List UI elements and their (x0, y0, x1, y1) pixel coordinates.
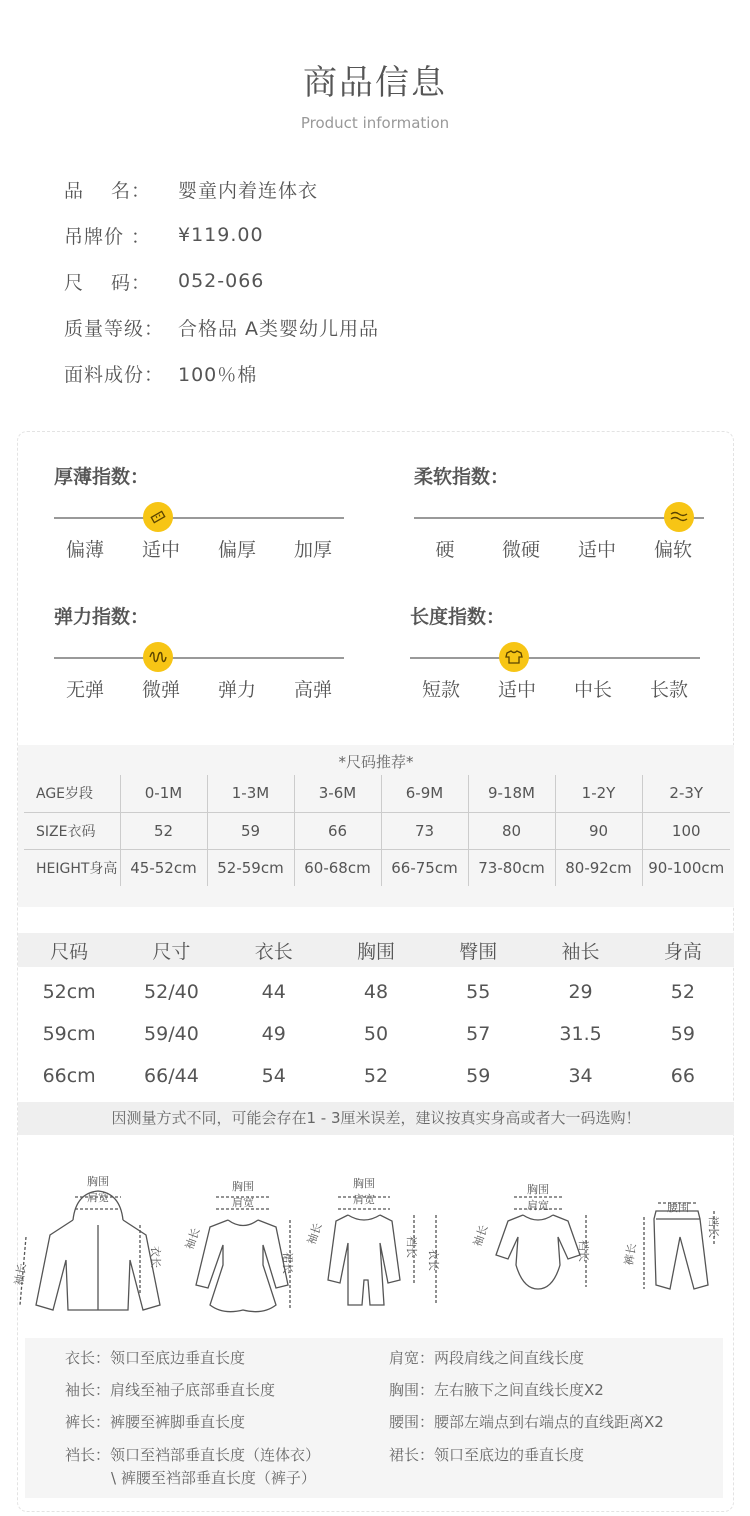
softness-index (414, 462, 704, 562)
index-label: 偏软 (653, 539, 692, 561)
table-row (18, 971, 734, 1013)
fig-label: 肩宽 (87, 1191, 109, 1204)
info-value: 052-066 (178, 270, 265, 292)
index-label: 偏薄 (65, 539, 104, 561)
thickness-index (54, 462, 344, 562)
legend-item: 肩宽：两段肩线之间直线长度 (389, 1349, 585, 1367)
table-cell: 34 (568, 1065, 593, 1087)
index-label: 中长 (573, 679, 612, 701)
index-title: 柔软指数： (414, 466, 510, 488)
column-header: 胸围 (356, 940, 395, 963)
legend-item: 裤长：裤腰至裤脚垂直长度 (65, 1413, 246, 1431)
table-cell: 50 (363, 1023, 389, 1045)
column-header: 尺码 (50, 940, 89, 963)
index-labels (410, 675, 700, 702)
table-cell: 66/44 (144, 1065, 199, 1087)
table-cell: 6-9M (381, 775, 468, 812)
recommendation-table (24, 775, 730, 886)
table-cell: 44 (261, 981, 286, 1003)
table-cell: 59cm (42, 1023, 96, 1045)
table-row (18, 1055, 734, 1097)
index-label: 硬 (435, 539, 455, 561)
table-cell: 66-75cm (381, 849, 468, 886)
table-cell: 90 (555, 812, 642, 849)
table-cell: 60-68cm (294, 849, 381, 886)
legend-item: \ 裤腰至裆部垂直长度（裤子） (111, 1469, 316, 1487)
table-row (18, 1013, 734, 1055)
pants-figure (644, 1203, 714, 1289)
index-track (54, 517, 344, 519)
table-cell: 1-2Y (555, 775, 642, 812)
fig-label: 胸围 (353, 1177, 375, 1190)
index-label: 无弹 (65, 679, 104, 701)
index-label: 适中 (141, 539, 180, 561)
index-label: 弹力 (217, 679, 256, 701)
info-label: 品 名： (64, 179, 152, 202)
column-header: 身高 (663, 940, 702, 963)
table-cell: SIZE衣码 (24, 812, 120, 849)
table-cell: 59 (670, 1023, 695, 1045)
info-value: ¥119.00 (178, 224, 264, 246)
table-cell: 66 (670, 1065, 695, 1087)
elasticity-index (54, 602, 344, 702)
ruler-icon (143, 502, 173, 532)
table-cell: 52/40 (144, 981, 199, 1003)
fig-label: 裙长 (281, 1252, 294, 1274)
info-row-fabric (64, 350, 379, 396)
page-header (0, 55, 750, 132)
info-value: 婴童内着连体衣 (178, 179, 319, 202)
romper-figure (328, 1197, 436, 1305)
index-track (54, 657, 344, 659)
table-cell: 52-59cm (207, 849, 294, 886)
index-title: 长度指数： (410, 606, 506, 628)
info-label: 吊牌价 ： (64, 225, 152, 248)
index-label: 微弹 (141, 679, 180, 701)
fig-label: 裆长 (577, 1240, 590, 1262)
table-cell: HEIGHT身高 (24, 849, 120, 886)
table-row (24, 775, 730, 812)
table-cell: 66 (294, 812, 381, 849)
column-header: 袖长 (561, 940, 600, 963)
index-track (414, 517, 704, 519)
fig-label: 衣长 (149, 1246, 162, 1268)
size-recommendation (18, 745, 734, 907)
table-cell: 100 (642, 812, 730, 849)
legend-item: 裙长：领口至底边的垂直长度 (389, 1446, 585, 1464)
fig-label: 腰围 (667, 1201, 689, 1214)
fig-label: 胸围 (87, 1175, 109, 1188)
info-label: 尺 码： (64, 271, 152, 294)
table-cell: 59 (207, 812, 294, 849)
table-cell: 49 (261, 1023, 286, 1045)
fig-label: 裤长 (622, 1242, 639, 1267)
table-cell: 66cm (42, 1065, 96, 1087)
column-header: 尺寸 (152, 940, 191, 963)
table-cell: 90-100cm (648, 858, 725, 877)
table-cell: 52 (670, 981, 695, 1003)
index-label: 短款 (421, 679, 460, 701)
table-cell: 52 (363, 1065, 389, 1087)
fig-label: 衣长 (427, 1249, 440, 1271)
table-cell: 2-3Y (642, 775, 730, 812)
hoodie-figure (20, 1191, 160, 1310)
info-label: 面料成份： (64, 363, 165, 386)
table-cell: 55 (466, 981, 491, 1003)
index-label: 加厚 (293, 539, 332, 561)
index-label: 偏厚 (217, 539, 256, 561)
table-cell: 59/40 (144, 1023, 199, 1045)
legend-item: 胸围：左右腋下之间直线长度X2 (389, 1381, 604, 1399)
product-info (64, 166, 379, 396)
table-cell: 45-52cm (120, 849, 207, 886)
column-header: 臀围 (459, 940, 498, 963)
column-header: 衣长 (254, 940, 293, 963)
size-table (18, 933, 734, 1097)
table-cell: 73-80cm (468, 849, 555, 886)
table-cell: 48 (363, 981, 389, 1003)
measurement-figures (12, 1165, 734, 1325)
spring-icon (143, 642, 173, 672)
legend-item: 衣长：领口至底边垂直长度 (65, 1349, 246, 1367)
info-row-price (64, 212, 379, 258)
fig-label: 肩宽 (527, 1199, 549, 1212)
table-cell: 57 (466, 1023, 491, 1045)
index-labels (414, 535, 704, 562)
size-table-header (18, 933, 734, 967)
dress-figure (196, 1197, 290, 1312)
fig-label: 裆长 (707, 1216, 720, 1238)
info-row-name (64, 166, 379, 212)
fig-label: 胸围 (527, 1183, 549, 1196)
info-row-size (64, 258, 379, 304)
info-value: 100％棉 (178, 363, 258, 386)
index-label: 高弹 (293, 679, 332, 701)
fig-label: 裆长 (405, 1236, 418, 1258)
table-cell: 73 (381, 812, 468, 849)
measurement-note: 因测量方式不同，可能会存在1 - 3厘米误差，建议按真实身高或者大一码选购！ (18, 1102, 734, 1135)
index-label: 长款 (649, 679, 688, 701)
index-label: 微硬 (501, 539, 540, 561)
table-cell: 80-92cm (555, 849, 642, 886)
table-cell: 0-1M (120, 775, 207, 812)
table-cell: 54 (261, 1065, 286, 1087)
info-label: 质量等级： (64, 317, 165, 340)
table-cell: 3-6M (294, 775, 381, 812)
legend-item: 裆长：领口至裆部垂直长度（连体衣） (65, 1446, 321, 1464)
index-label: 适中 (577, 539, 616, 561)
legend-item: 袖长：肩线至袖子底部垂直长度 (65, 1381, 276, 1399)
recommendation-title: *尺码推荐* (338, 753, 414, 771)
index-label: 适中 (497, 679, 536, 701)
measurement-legend (25, 1338, 723, 1498)
table-cell: 29 (568, 981, 593, 1003)
index-labels (54, 535, 344, 562)
info-row-quality (64, 304, 379, 350)
fig-label: 袖长 (304, 1221, 325, 1247)
fig-label: 袖长 (470, 1223, 491, 1249)
legend-item: 腰围：腰部左端点到右端点的直线距离X2 (389, 1413, 664, 1431)
table-cell: 9-18M (468, 775, 555, 812)
index-title: 弹力指数： (54, 606, 150, 628)
fig-label: 肩宽 (232, 1196, 254, 1209)
table-row (24, 849, 730, 886)
fig-label: 胸围 (232, 1180, 254, 1193)
page-title: 商品信息 (303, 63, 447, 103)
table-cell: 31.5 (559, 1023, 602, 1045)
fig-label: 袖长 (12, 1262, 29, 1287)
shirt-icon (499, 642, 529, 672)
info-value: 合格品 A类婴幼儿用品 (178, 317, 380, 340)
index-track (410, 657, 700, 659)
table-cell: 1-3M (207, 775, 294, 812)
fig-label: 肩宽 (353, 1193, 375, 1206)
table-cell: 52 (120, 812, 207, 849)
table-cell: 52cm (42, 981, 96, 1003)
length-index (410, 602, 700, 702)
index-title: 厚薄指数： (54, 466, 150, 488)
index-labels (54, 675, 344, 702)
table-cell: 80 (468, 812, 555, 849)
page-subtitle: Product information (300, 114, 450, 132)
table-row (24, 812, 730, 849)
fig-label: 袖长 (182, 1226, 203, 1252)
table-cell: AGE岁段 (24, 775, 120, 812)
wave-icon (664, 502, 694, 532)
table-cell: 59 (466, 1065, 491, 1087)
